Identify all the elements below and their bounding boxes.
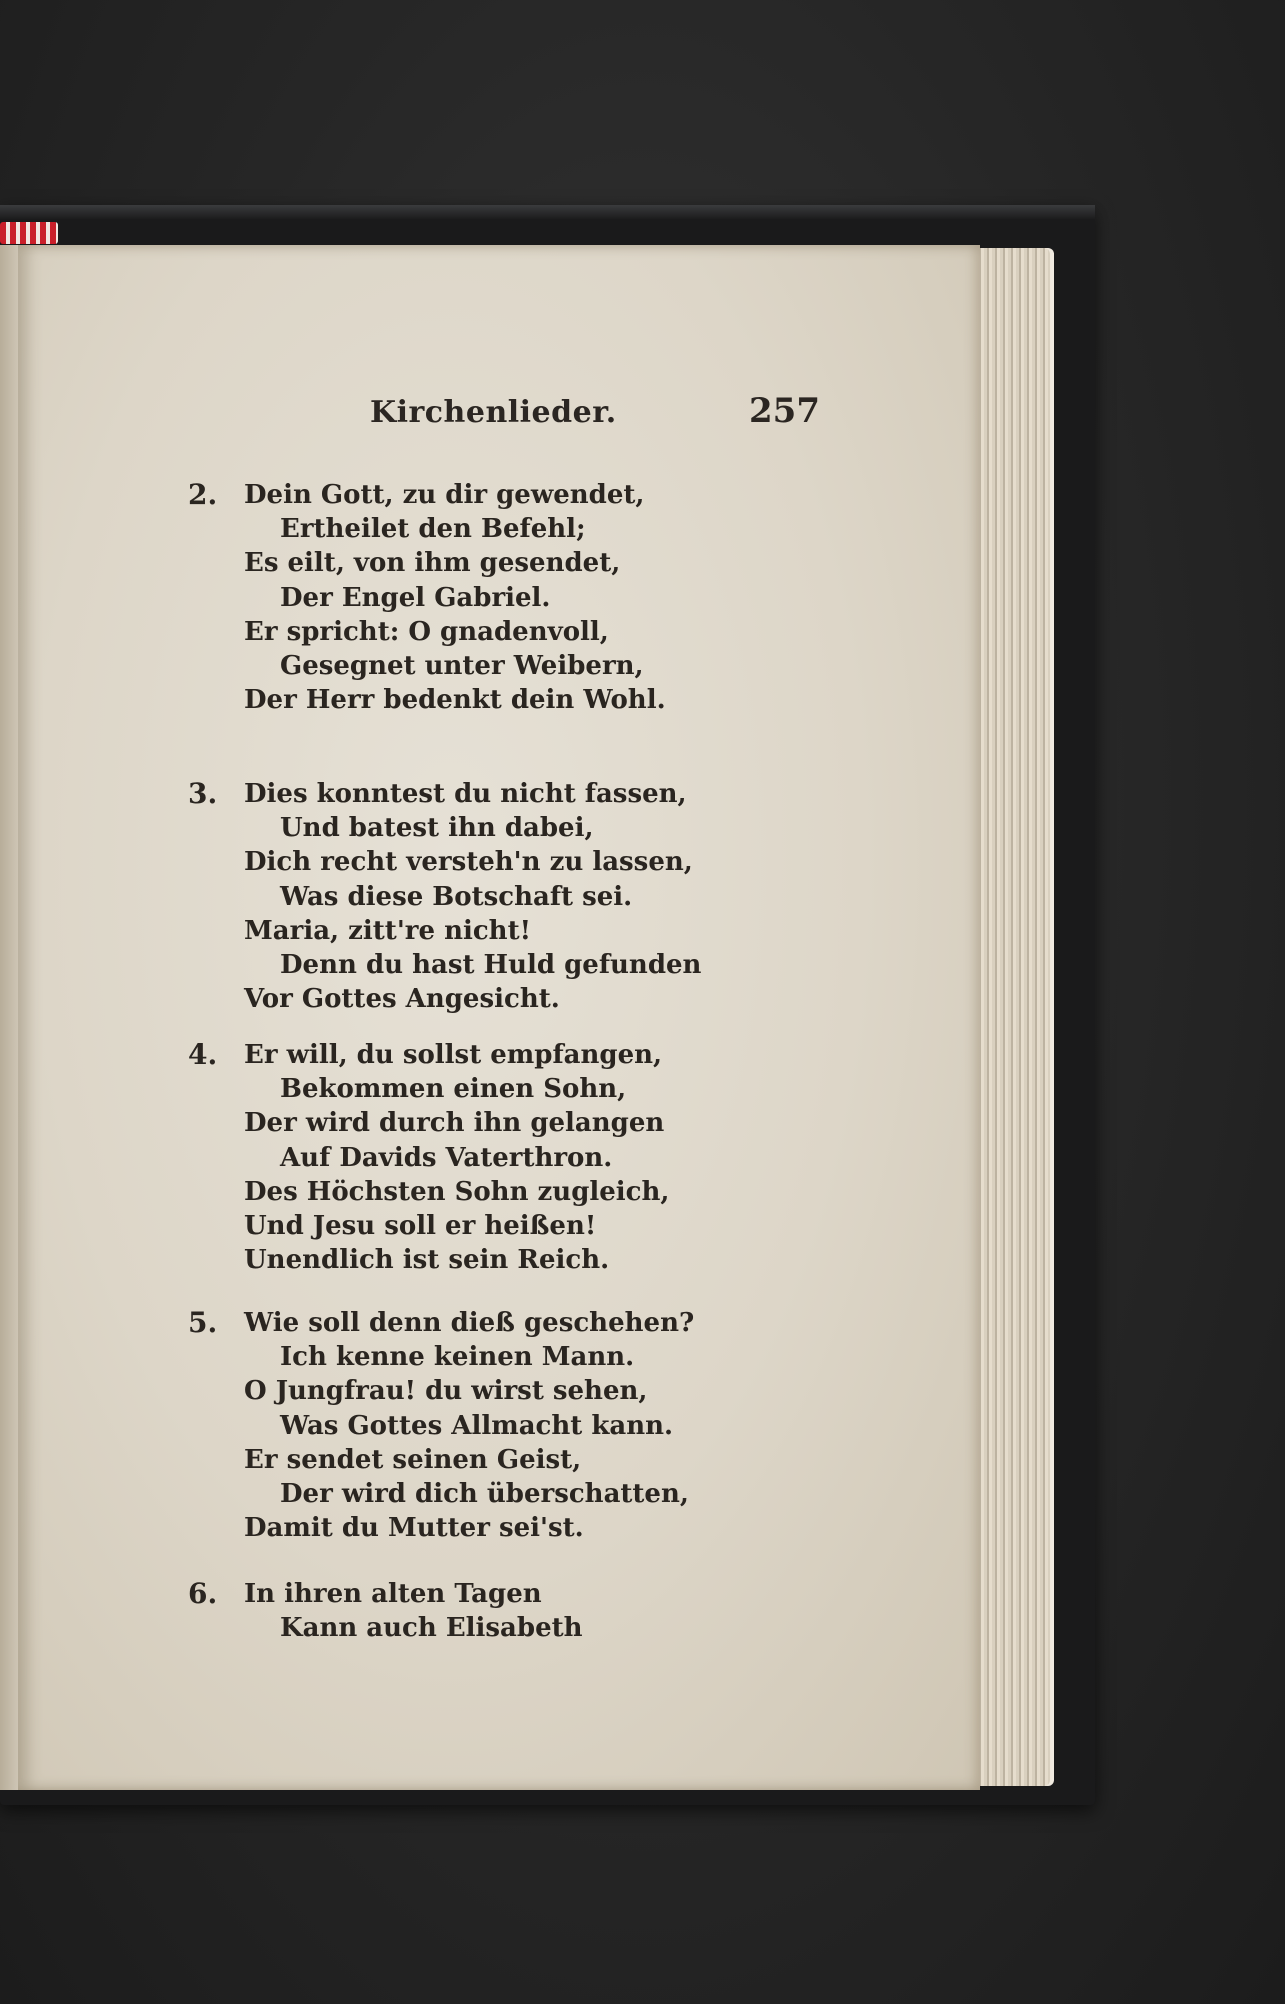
verse-text: Er sendet seinen Geist, — [244, 1444, 582, 1475]
verse-text: Dich recht versteh'n zu lassen, — [244, 847, 693, 878]
verse-text: Unendlich ist sein Reich. — [244, 1245, 610, 1276]
verse-text: Der Engel Gabriel. — [280, 582, 551, 613]
verse-text: Der wird dich überschatten, — [280, 1478, 689, 1509]
verse-text: Wie soll denn dieß geschehen? — [244, 1308, 695, 1338]
verse-line — [188, 1038, 708, 1072]
verse-line — [188, 512, 708, 546]
verse-line — [188, 845, 708, 879]
stanza-3 — [188, 777, 708, 1016]
verse-text: Denn du hast Huld gefunden — [280, 949, 702, 980]
verse-line — [188, 1141, 708, 1175]
stanza-2 — [188, 478, 708, 717]
stanza-number: 5. — [188, 1306, 218, 1339]
page-edges — [968, 248, 1050, 1786]
verse-text: Des Höchsten Sohn zugleich, — [244, 1176, 670, 1207]
verse-line — [188, 880, 708, 914]
stanza-5 — [188, 1306, 708, 1545]
verse-line — [188, 948, 708, 982]
verse-text: Er will, du sollst empfangen, — [244, 1040, 663, 1070]
stanza-number: 6. — [188, 1577, 218, 1610]
verse-line — [188, 683, 708, 717]
page-number: 257 — [749, 391, 820, 431]
verse-text: Dies konntest du nicht fassen, — [244, 779, 687, 809]
page-header — [360, 391, 820, 439]
verse-line — [188, 1175, 708, 1209]
verse-line — [188, 1306, 708, 1340]
verse-text: Damit du Mutter sei'st. — [244, 1513, 584, 1544]
verse-line — [188, 1374, 708, 1408]
verse-text: Ich kenne keinen Mann. — [280, 1342, 635, 1373]
verse-line — [188, 914, 708, 948]
verse-line — [188, 1577, 708, 1611]
verse-text: Auf Davids Vaterthron. — [280, 1142, 613, 1173]
verse-line — [188, 546, 708, 580]
stanza-4 — [188, 1038, 708, 1277]
verse-text: Vor Gottes Angesicht. — [244, 984, 560, 1015]
verse-line — [188, 615, 708, 649]
verse-text: Dein Gott, zu dir gewendet, — [244, 480, 645, 510]
verse-line — [188, 1340, 708, 1374]
verse-line — [188, 1511, 708, 1545]
verse-text: Und batest ihn dabei, — [280, 813, 594, 844]
verse-line — [188, 1611, 708, 1645]
verse-line — [188, 1243, 708, 1277]
verse-line — [188, 1072, 708, 1106]
verse-text: Bekommen einen Sohn, — [280, 1074, 627, 1105]
verse-line — [188, 1443, 708, 1477]
verse-text: Gesegnet unter Weibern, — [280, 650, 644, 681]
verse-text: Was Gottes Allmacht kann. — [280, 1410, 674, 1441]
verse-line — [188, 1209, 708, 1243]
verse-line — [188, 649, 708, 683]
verse-text: Maria, zitt're nicht! — [244, 915, 532, 946]
verse-text: Und Jesu soll er heißen! — [244, 1210, 597, 1241]
verse-text: In ihren alten Tagen — [244, 1579, 542, 1609]
book-page — [18, 245, 980, 1790]
verse-line — [188, 478, 708, 512]
verse-text: Der wird durch ihn gelangen — [244, 1108, 665, 1139]
book-cover-edge — [0, 205, 1095, 219]
verse-line — [188, 1409, 708, 1443]
verse-text: O Jungfrau! du wirst sehen, — [244, 1376, 648, 1407]
stanza-number: 2. — [188, 478, 218, 511]
stanza-number: 3. — [188, 777, 218, 810]
verse-text: Was diese Botschaft sei. — [280, 881, 633, 912]
verse-line — [188, 777, 708, 811]
verse-line — [188, 811, 708, 845]
verse-text: Kann auch Elisabeth — [280, 1613, 583, 1644]
verse-line — [188, 1477, 708, 1511]
stanza-number: 4. — [188, 1038, 218, 1071]
verse-line — [188, 982, 708, 1016]
verse-text: Er spricht: O gnadenvoll, — [244, 616, 609, 647]
verse-line — [188, 581, 708, 615]
verse-line — [188, 1106, 708, 1140]
verse-text: Der Herr bedenkt dein Wohl. — [244, 685, 666, 716]
running-title: Kirchenlieder. — [370, 395, 617, 430]
stanza-6 — [188, 1577, 708, 1645]
verse-text: Es eilt, von ihm gesendet, — [244, 548, 621, 579]
bookmark-ribbon — [0, 222, 58, 244]
verse-text: Ertheilet den Befehl; — [280, 514, 586, 545]
